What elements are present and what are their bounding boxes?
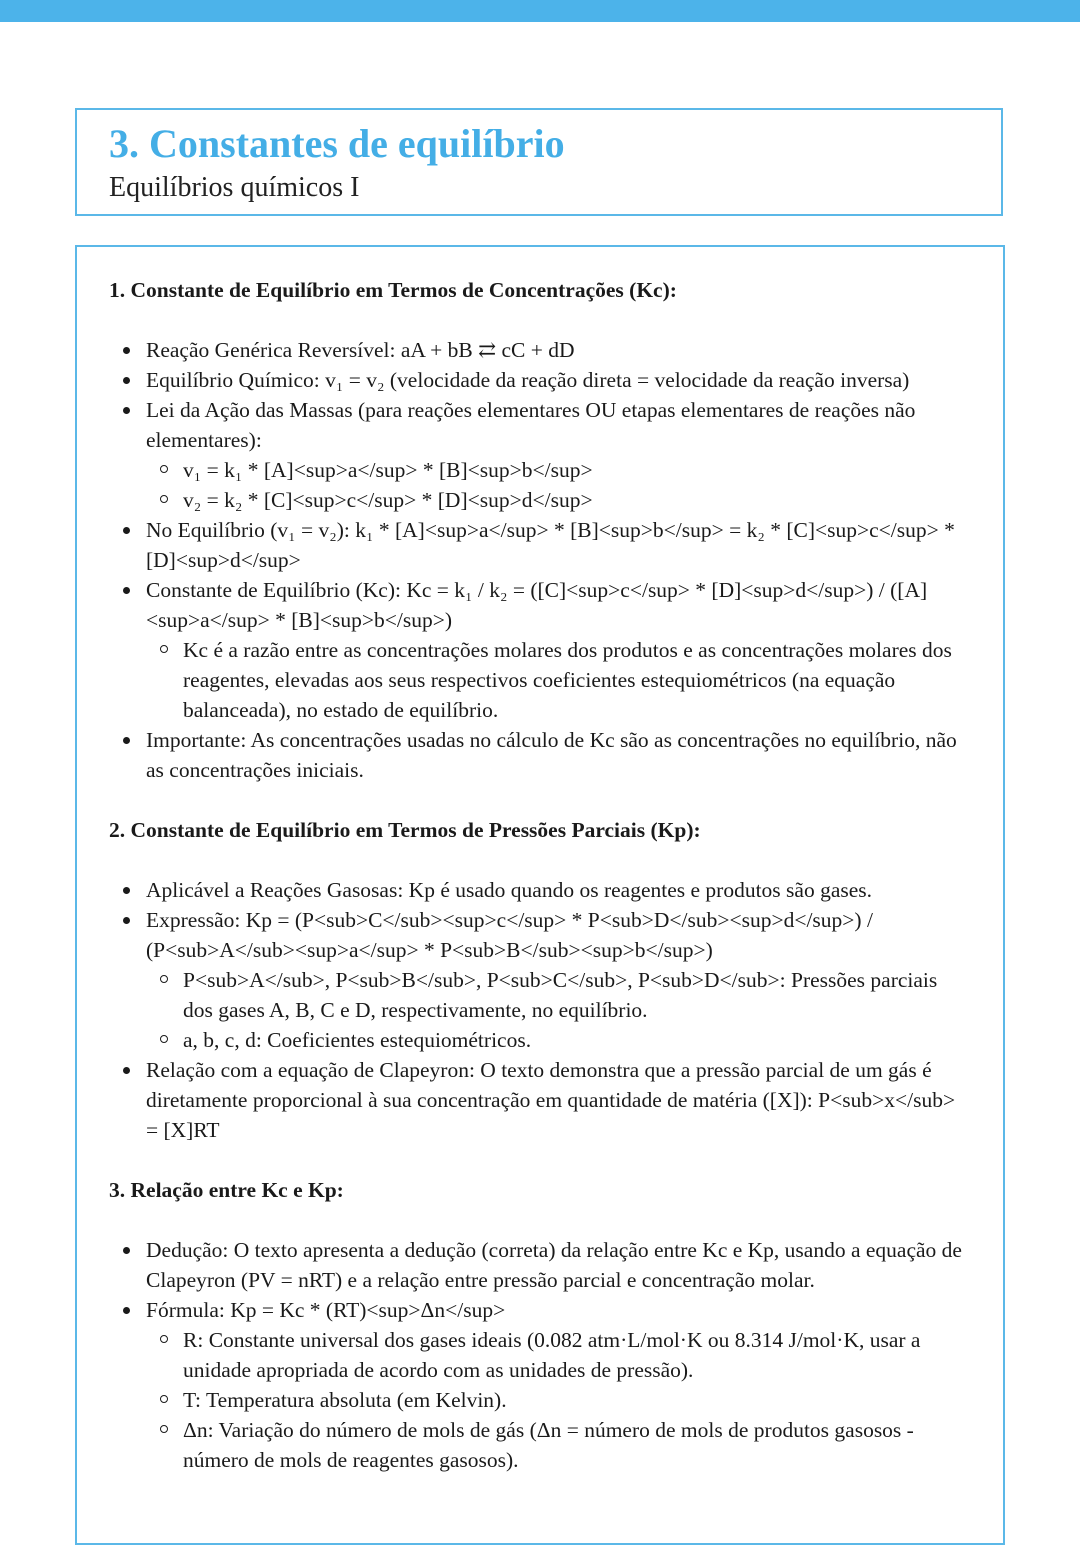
list-item: Equilíbrio Químico: v₁ = v₂ (velocidade da reação direta = velocidade da reação inversa) [146, 365, 971, 395]
title-box [75, 108, 1003, 216]
section-list-kc [109, 335, 971, 785]
sub-list-item: v₁ = k₁ * [A]<sup>a</sup> * [B]<sup>b</sup> [183, 455, 971, 485]
sub-list [146, 965, 971, 1055]
list-item: Dedução: O texto apresenta a dedução (correta) da relação entre Kc e Kp, usando a equação de Clapeyron (PV = nRT) e a relação entre pressão parcial e concentração molar. [146, 1235, 971, 1295]
top-accent-bar [0, 0, 1080, 22]
content-body [109, 275, 971, 1505]
content-box [75, 245, 1005, 1545]
list-item: Reação Genérica Reversível: aA + bB ⇄ cC + dD [146, 335, 971, 365]
section-heading-kp: 2. Constante de Equilíbrio em Termos de Pressões Parciais (Kp): [109, 818, 701, 842]
list-item [146, 395, 971, 515]
section-heading-kc: 1. Constante de Equilíbrio em Termos de Concentrações (Kc): [109, 278, 677, 302]
list-item-text: Fórmula: Kp = Kc * (RT)<sup>Δn</sup> [146, 1298, 506, 1322]
list-item [146, 905, 971, 1055]
sub-list-item: Kc é a razão entre as concentrações molares dos produtos e as concentrações molares dos reagentes, elevadas aos seus respectivos coeficientes estequiométricos (na equação balanceada), no estado de equilíbrio. [183, 635, 971, 725]
list-item-text: Lei da Ação das Massas (para reações elementares OU etapas elementares de reações não elementares): [146, 398, 916, 452]
page-subtitle: Equilíbrios químicos I [109, 172, 360, 203]
list-item-text: Expressão: Kp = (P<sub>C</sub><sup>c</sup> * P<sub>D</sub><sup>d</sup>) / (P<sub>A</sub><sup>a</sup> * P<sub>B</sub><sup>b</sup>) [146, 908, 873, 962]
page-title: 3. Constantes de equilíbrio [109, 121, 565, 166]
sub-list [146, 635, 971, 725]
sub-list [146, 1325, 971, 1475]
sub-list-item: T: Temperatura absoluta (em Kelvin). [183, 1385, 971, 1415]
list-item: No Equilíbrio (v₁ = v₂): k₁ * [A]<sup>a</sup> * [B]<sup>b</sup> = k₂ * [C]<sup>c</sup> * [D]<sup>d</sup> [146, 515, 971, 575]
sub-list-item: v₂ = k₂ * [C]<sup>c</sup> * [D]<sup>d</sup> [183, 485, 971, 515]
sub-list-item: a, b, c, d: Coeficientes estequiométricos. [183, 1025, 971, 1055]
list-item: Importante: As concentrações usadas no cálculo de Kc são as concentrações no equilíbrio, não as concentrações iniciais. [146, 725, 971, 785]
section-list-kp [109, 875, 971, 1145]
sub-list [146, 455, 971, 515]
section-heading-kc-kp: 3. Relação entre Kc e Kp: [109, 1178, 344, 1202]
sub-list-item: R: Constante universal dos gases ideais (0.082 atm·L/mol·K ou 8.314 J/mol·K, usar a unidade apropriada de acordo com as unidades de pressão). [183, 1325, 971, 1385]
sub-list-item: P<sub>A</sub>, P<sub>B</sub>, P<sub>C</sub>, P<sub>D</sub>: Pressões parciais dos gases A, B, C e D, respectivamente, no equilíbrio. [183, 965, 971, 1025]
list-item-text: Constante de Equilíbrio (Kc): Kc = k₁ / k₂ = ([C]<sup>c</sup> * [D]<sup>d</sup>) / ([A]<sup>a</sup> * [B]<sup>b</sup>) [146, 578, 928, 632]
list-item: Aplicável a Reações Gasosas: Kp é usado quando os reagentes e produtos são gases. [146, 875, 971, 905]
section-list-kc-kp [109, 1235, 971, 1475]
list-item: Relação com a equação de Clapeyron: O texto demonstra que a pressão parcial de um gás é diretamente proporcional à sua concentração em quantidade de matéria ([X]): P<sub>x</sub> = [X]RT [146, 1055, 971, 1145]
list-item [146, 1295, 971, 1475]
sub-list-item: Δn: Variação do número de mols de gás (Δn = número de mols de produtos gasosos - número de mols de reagentes gasosos). [183, 1415, 971, 1475]
list-item [146, 575, 971, 725]
